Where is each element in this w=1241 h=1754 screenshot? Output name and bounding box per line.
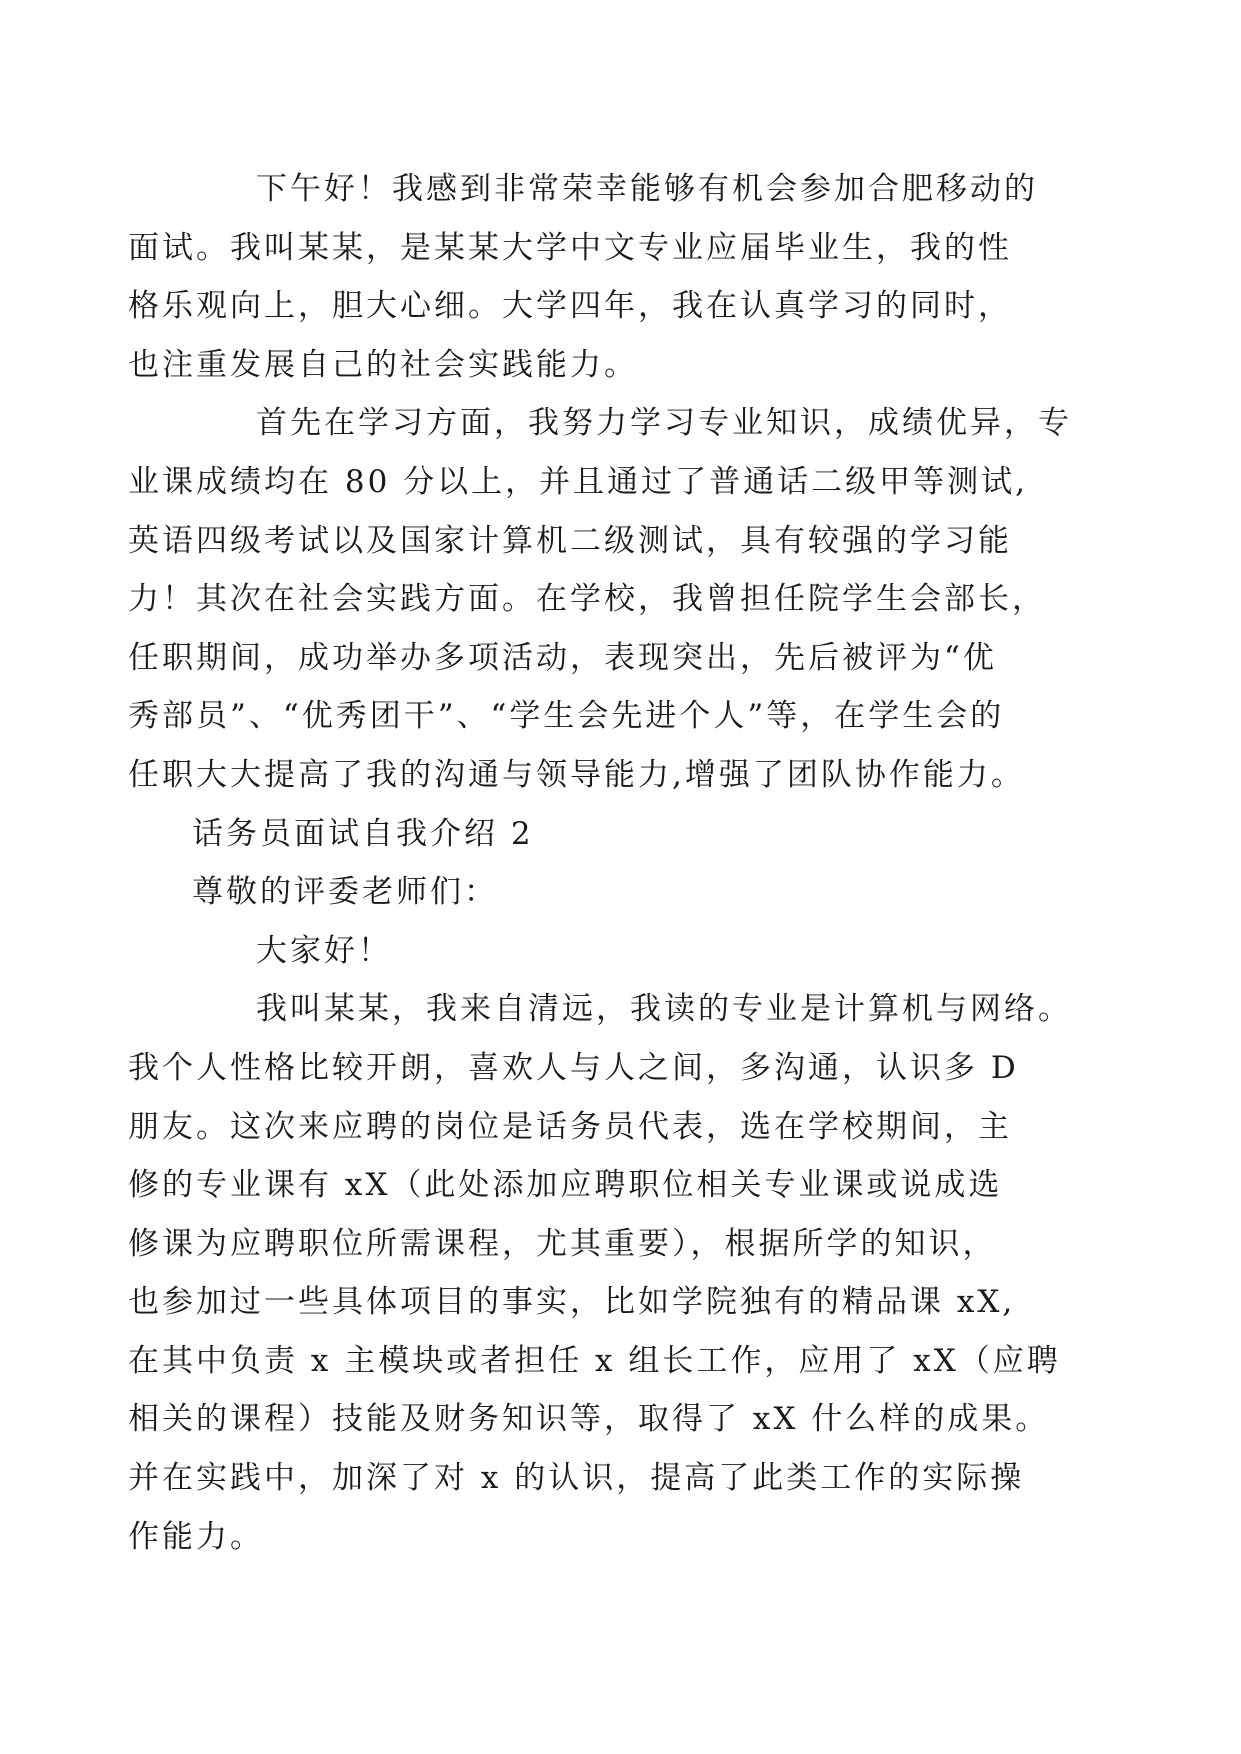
text-line: 相关的课程）技能及财务知识等，取得了 xX 什么样的成果。 (128, 1401, 1050, 1438)
text-line: 面试。我叫某某，是某某大学中文专业应届毕业生，我的性 (128, 229, 1012, 266)
text-line: 也参加过一些具体项目的事实，比如学院独有的精品课 xX, (128, 1284, 1016, 1321)
text-line: 秀部员”、“优秀团干”、“学生会先进个人”等，在学生会的 (128, 698, 1005, 735)
text-line: 我叫某某，我来自清远，我读的专业是计算机与网络。 (256, 991, 1072, 1028)
text-line: 业课成绩均在 80 分以上，并且通过了普通话二级甲等测试, (128, 463, 1029, 500)
text-line: 英语四级考试以及国家计算机二级测试，具有较强的学习能 (128, 522, 1012, 559)
text-line: 尊敬的评委老师们： (192, 874, 498, 911)
paragraph-hello (192, 922, 1052, 981)
paragraph-introduction (128, 980, 1072, 1566)
text-line: 格乐观向上，胆大心细。大学四年，我在认真学习的同时， (128, 288, 1012, 325)
salutation (192, 863, 1052, 922)
text-line: 话务员面试自我介绍 2 (192, 815, 534, 852)
section-heading (192, 805, 1052, 864)
text-line: 大家好！ (256, 932, 392, 969)
text-line: 我个人性格比较开朗，喜欢人与人之间，多沟通，认识多 D (128, 1049, 1019, 1086)
text-line: 任职大大提高了我的沟通与领导能力,增强了团队协作能力。 (128, 756, 1025, 793)
paragraph-study (128, 394, 1072, 804)
text-line: 并在实践中，加深了对 x 的认识，提高了此类工作的实际操 (128, 1460, 1025, 1497)
text-line: 在其中负责 x 主模块或者担任 x 组长工作，应用了 xX（应聘 (128, 1342, 1061, 1379)
text-line: 力！其次在社会实践方面。在学校，我曾担任院学生会部长， (128, 581, 1046, 618)
paragraph-greeting (128, 160, 1052, 394)
text-line: 首先在学习方面，我努力学习专业知识，成绩优异，专 (256, 405, 1072, 442)
text-line: 修课为应聘职位所需课程，尤其重要），根据所学的知识， (128, 1225, 997, 1262)
text-line: 下午好！我感到非常荣幸能够有机会参加合肥移动的 (256, 171, 1038, 207)
text-line: 修的专业课有 xX（此处添加应聘职位相关专业课或说成选 (128, 1167, 1003, 1204)
text-line: 作能力。 (128, 1518, 264, 1555)
text-line: 朋友。这次来应聘的岗位是话务员代表，选在学校期间，主 (128, 1108, 1012, 1145)
text-line: 也注重发展自己的社会实践能力。 (128, 346, 638, 383)
text-line: 任职期间，成功举办多项活动，表现突出，先后被评为“优 (128, 639, 997, 676)
document-body (128, 160, 1072, 1566)
